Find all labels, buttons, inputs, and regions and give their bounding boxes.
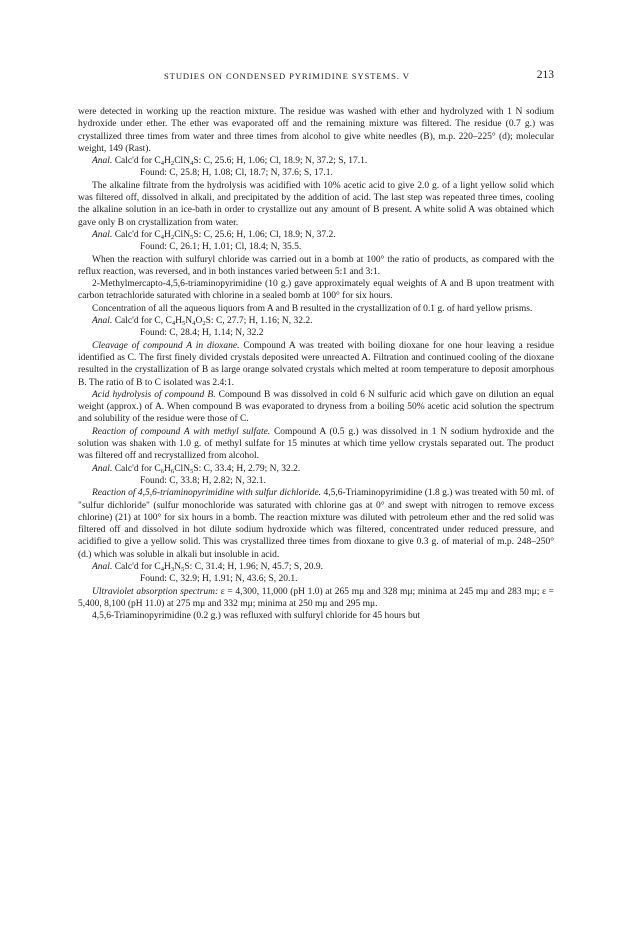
anal-label: Anal.	[92, 561, 113, 572]
section-text: Compound B was dissolved in cold 6 N sulfuric acid which gave on dilution an equal weight (approx.) of A. When compound B was evaporated to dryness from a boiling 50% acetic acid solution the spectrum and solubility of the residue were those of C.	[78, 389, 554, 425]
anal-label: Anal.	[92, 463, 113, 474]
anal-label: Anal.	[92, 316, 113, 327]
paragraph-methyl-sulfate	[78, 426, 554, 463]
anal-calc-text: H	[175, 316, 182, 327]
section-text: ε = 4,300, 11,000 (pH 1.0) at 265 mμ and 328 mμ; minima at 245 mμ and 283 mμ; ε = 5,400, 8,100 (pH 11.0) at 275 mμ and 332 mμ; minima at 250 mμ and 295 mμ.	[78, 586, 554, 609]
paragraph-acid-hydrolysis	[78, 389, 554, 426]
paragraph-residue-workup: were detected in working up the reaction mixture. The residue was washed with ether and hydrolyzed with 1 N sodium hydroxide under ether. The ether was evaporated off and the remaining mixture was filtered. The residue (0.7 g.) was crystallized three times from water and three times from alcohol to give white needles (B), m.p. 220–225° (d); molecular weight, 149 (Rast).	[78, 107, 554, 154]
section-text: Compound A was treated with boiling dioxane for one hour leaving a residue identified as C. The first finely divided crystals deposited were unreacted A. Filtration and continued cooling of the dioxane resulted in the crystallization of B as large orange solvated crystals which melted at room temperature to deposit amorphous B. The ratio of B to C isolated was 2.4:1.	[78, 340, 555, 388]
analysis-calculated-dichloride	[78, 561, 554, 573]
analysis-found-methyl: Found: C, 33.8; H, 2.82; N, 32.1.	[140, 475, 266, 486]
formula-subscript: 3	[170, 565, 175, 573]
anal-calc-text: N	[174, 561, 182, 572]
formula-subscript: 5	[182, 320, 186, 328]
anal-calc-text: S: C, 25.6; H, 1.06; Cl, 18.9; N, 37.2; S, 17.1.	[193, 156, 368, 167]
anal-calc-text: Calc'd for C	[114, 463, 161, 474]
anal-calc-text: Calc'd for C, C	[114, 316, 172, 327]
formula-subscript: 4	[160, 233, 165, 241]
analysis-calculated-b	[78, 155, 554, 167]
anal-calc-text: Calc'd for C	[114, 561, 161, 572]
paragraph-reflux-sulfuryl: 4,5,6-Triaminopyrimidine (0.2 g.) was refluxed with sulfuryl chloride for 45 hours but	[92, 611, 421, 622]
formula-subscript: 5	[190, 467, 194, 475]
formula-subscript: 5	[181, 565, 185, 573]
anal-calc-text: ClN	[174, 463, 191, 474]
paragraph-methylmercapto: 2-Methylmercapto-4,5,6-triaminopyrimidine (10 g.) gave approximately equal weights of A and B upon treatment with carbon tetrachloride saturated with chlorine in a sealed bomb at 100° for six hours.	[78, 279, 554, 302]
formula-subscript: 4	[171, 320, 176, 328]
analysis-calculated-a	[78, 229, 554, 241]
anal-calc-text: Calc'd for C	[114, 229, 161, 240]
formula-subscript: 2	[170, 233, 175, 241]
anal-calc-text: Calc'd for C	[114, 156, 161, 167]
formula-subscript: 4	[160, 160, 165, 168]
analysis-found-dichloride: Found: C, 32.9; H, 1.91; N, 43.6; S, 20.1.	[140, 574, 298, 585]
formula-subscript: 6	[160, 467, 165, 475]
anal-calc-text: S: C, 31.4; H, 1.96; N, 45.7; S, 20.9.	[184, 561, 323, 572]
anal-calc-text: S: C, 27.7; H, 1.16; N, 32.2.	[205, 316, 313, 327]
paragraph-alkaline-filtrate: The alkaline filtrate from the hydrolysis was acidified with 10% acetic acid to give 2.0 g. of a light yellow solid which was filtered off, dissolved in alkali, and precipitated by the addition of acid. The last step was repeated three times, cooling the alkaline solution in an ice-bath in order to crystallize out any amount of B present. A white solid A was obtained which gave only B on crystallization from water.	[78, 180, 554, 228]
page-number: 213	[536, 69, 554, 81]
paragraph-uv-spectrum	[78, 586, 554, 611]
page-header	[78, 70, 554, 84]
anal-calc-text: O	[195, 316, 203, 327]
anal-calc-text: S: C, 25.6; H, 1.06; Cl, 18.9; N, 37.2.	[193, 229, 336, 240]
formula-subscript: 4	[190, 160, 194, 168]
anal-calc-text: N	[185, 316, 193, 327]
anal-label: Anal.	[92, 229, 113, 240]
formula-subscript: 2	[170, 160, 175, 168]
analysis-calculated-c	[78, 315, 554, 327]
section-run-in-title: Acid hydrolysis of compound B.	[92, 389, 216, 400]
anal-calc-text: H	[164, 463, 171, 474]
analysis-calculated-methyl	[78, 463, 554, 475]
section-run-in-title: Reaction of 4,5,6-triaminopyrimidine with sulfur dichloride.	[92, 488, 322, 499]
section-run-in-title: Ultraviolet absorption spectrum:	[92, 586, 219, 597]
anal-calc-text: H	[164, 561, 171, 572]
anal-calc-text: H	[164, 156, 171, 167]
section-run-in-title: Reaction of compound A with methyl sulfate.	[92, 426, 271, 437]
paragraph-bomb-reaction: When the reaction with sulfuryl chloride was carried out in a bomb at 100° the ratio of products, as compared with the reflux reaction, was reversed, and in both instances varied between 5:1 and 3:1.	[78, 254, 554, 277]
section-text: Compound A (0.5 g.) was dissolved in 1 N sodium hydroxide and the solution was shaken with 1.0 g. of methyl sulfate for 15 minutes at which time yellow crystals separated out. The product was filtered off and recrystallized from alcohol.	[78, 426, 554, 462]
anal-calc-text: H	[164, 229, 171, 240]
formula-subscript: 6	[170, 467, 175, 475]
anal-calc-text: ClN	[174, 156, 191, 167]
formula-subscript: 2	[202, 320, 206, 328]
running-title: STUDIES ON CONDENSED PYRIMIDINE SYSTEMS. V	[164, 71, 410, 81]
section-text: 4,5,6-Triaminopyrimidine (1.8 g.) was treated with 50 ml. of "sulfur dichloride" (sulfur monochloride was saturated with chlorine gas at 0° and swept with nitrogen to remove excess chlorine) (21) at 100° for six hours in a bomb. The reaction mixture was diluted with petroleum ether and the red solid was filtered off and dissolved in hot dilute sodium hydroxide which was filtered, concentrated under reduced pressure, and acidified to give a yellow solid. This was crystallized three times from dioxane to give 0.3 g. of material of m.p. 248–250° (d.) which was soluble in alkali but insoluble in acid.	[78, 488, 554, 560]
formula-subscript: 4	[192, 320, 196, 328]
anal-calc-text: S: C, 33.4; H, 2.79; N, 32.2.	[193, 463, 301, 474]
analysis-found-b: Found: C, 25.8; H, 1.08; Cl, 18.7; N, 37.6; S, 17.1.	[140, 168, 333, 179]
formula-subscript: 5	[190, 233, 194, 241]
paragraph-concentration: Concentration of all the aqueous liquors from A and B resulted in the crystallization of 0.1 g. of hard yellow prisms.	[92, 303, 533, 314]
anal-calc-text: ClN	[174, 229, 191, 240]
paragraph-sulfur-dichloride	[78, 487, 554, 561]
analysis-found-a: Found: C, 26.1; H, 1.01; Cl, 18.4; N, 35.5.	[140, 242, 302, 253]
anal-label: Anal.	[92, 156, 113, 167]
formula-subscript: 4	[160, 565, 165, 573]
paragraph-cleavage-dioxane	[78, 340, 554, 389]
analysis-found-c: Found: C, 28.4; H, 1.14; N, 32.2	[140, 328, 264, 339]
journal-page	[78, 70, 554, 622]
section-run-in-title: Cleavage of compound A in dioxane.	[92, 340, 240, 351]
